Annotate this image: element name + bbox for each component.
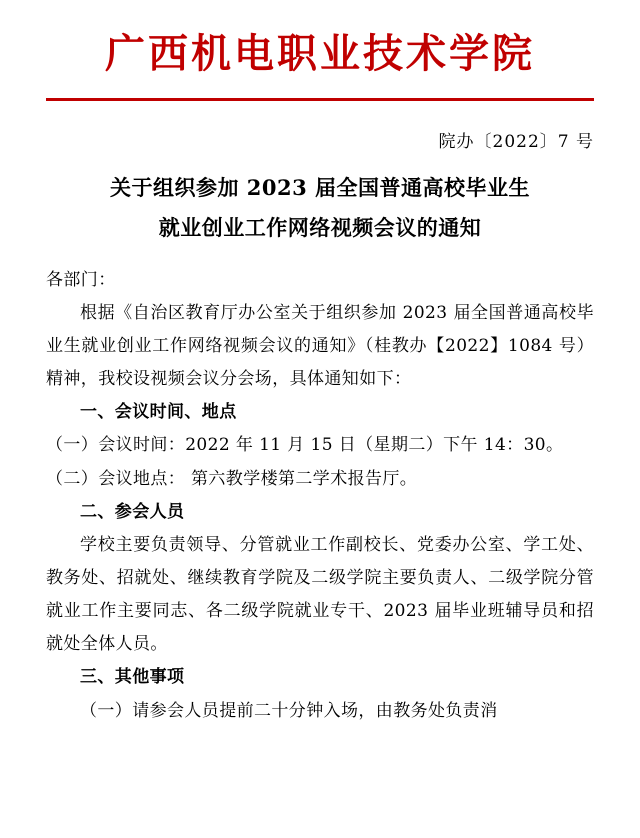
section-heading-1: 一、会议时间、地点 (80, 402, 237, 423)
section-2-item-1: 学校主要负责领导、分管就业工作副校长、党委办公室、学工处、教务处、招就处、继续教育学院及二级学院主要负责人、二级学院分管就业工作主要同志、各二级学院就业专干、2023 届毕业班辅导员和招就处全体人员。 (46, 534, 594, 655)
section-heading-3: 三、其他事项 (80, 667, 185, 688)
intro-paragraph: 根据《自治区教育厅办公室关于组织参加 2023 届全国普通高校毕业生就业创业工作网络视频会议的通知》（桂教办【2022】1084 号）精神，我校设视频会议分会场，具体通知如下： (46, 302, 594, 390)
section-3-item-1: （一）请参会人员提前二十分钟入场，由教务处负责消 (80, 700, 498, 721)
section-1-item-2: （二）会议地点： 第六教学楼第二学术报告厅。 (46, 468, 418, 489)
section-1-item-1: （一）会议时间：2022 年 11 月 15 日（星期二）下午 14：30。 (46, 435, 564, 456)
document-title (46, 168, 594, 248)
letterhead-divider (46, 98, 594, 101)
document-title-line-1: 关于组织参加 2023 届全国普通高校毕业生 (109, 175, 531, 200)
document-body (46, 264, 594, 728)
document-number: 院办〔2022〕7 号 (438, 132, 594, 152)
document-title-line-2: 就业创业工作网络视频会议的通知 (158, 214, 482, 240)
salutation: 各部门： (46, 269, 116, 290)
letterhead-title: 广西机电职业技术学院 (105, 30, 535, 77)
section-heading-2: 二、参会人员 (80, 501, 185, 522)
